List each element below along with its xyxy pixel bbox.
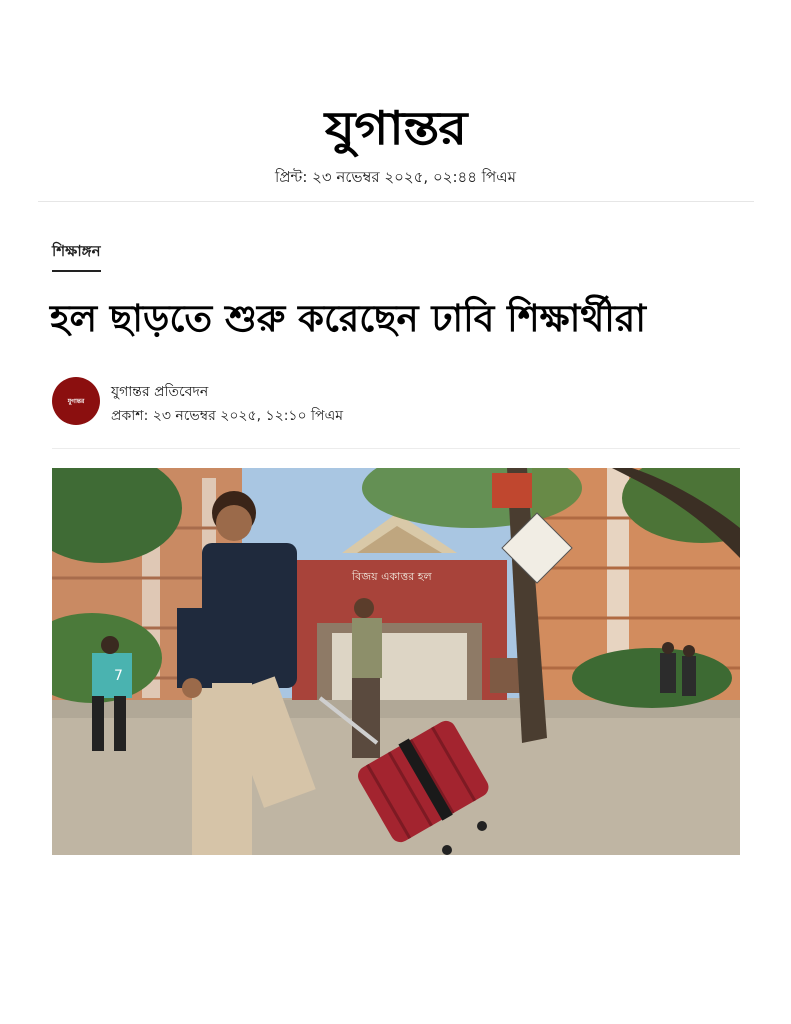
jersey-number: 7 — [114, 668, 123, 684]
category-link[interactable]: শিক্ষাঙ্গন — [52, 240, 101, 272]
publish-date: প্রকাশ: ২৩ নভেম্বর ২০২৫, ১২:১০ পিএম — [111, 408, 343, 424]
author-avatar — [52, 377, 100, 425]
masthead — [0, 100, 791, 156]
author-name[interactable]: যুগান্তর প্রতিবেদন — [111, 384, 209, 400]
site-logo[interactable]: যুগান্তর — [324, 101, 467, 155]
photo-illustration — [52, 468, 740, 855]
article-photo[interactable] — [52, 468, 740, 855]
avatar-logo-text: যুগান্তর — [67, 397, 85, 405]
divider — [38, 201, 754, 202]
article-headline: হল ছাড়তে শুরু করেছেন ঢাবি শিক্ষার্থীরা — [50, 297, 646, 340]
gate-sign: বিজয় একাত্তর হল — [352, 570, 432, 583]
divider — [52, 448, 740, 449]
print-date: প্রিন্ট: ২৩ নভেম্বর ২০২৫, ০২:৪৪ পিএম — [275, 168, 516, 186]
